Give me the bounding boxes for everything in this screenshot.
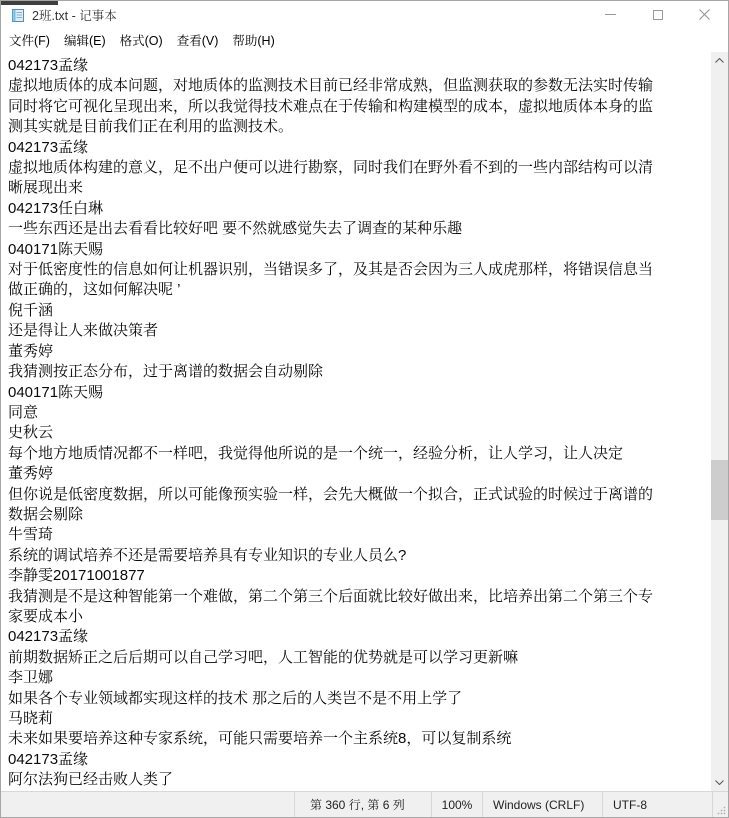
text-line: 042173孟缘 xyxy=(8,138,89,156)
text-line: 042173任白琳 xyxy=(8,199,104,217)
text-line: 倪千涵 xyxy=(8,301,54,319)
menu-item[interactable]: 帮助(H) xyxy=(232,34,275,48)
text-line: 马晓莉 xyxy=(8,710,54,727)
text-area[interactable] xyxy=(1,52,711,791)
background-window-fragment xyxy=(1,1,58,5)
menu-item[interactable]: 格式(O) xyxy=(119,34,163,48)
text-line: 042173孟缘 xyxy=(8,628,89,646)
close-icon xyxy=(699,9,710,20)
scrollbar-up-button[interactable] xyxy=(711,52,728,69)
text-line: 一些东西还是出去看看比较好吧 要不然就感觉失去了调查的某种乐趣 xyxy=(8,220,463,238)
text-line: 同意 xyxy=(8,403,39,421)
close-button[interactable] xyxy=(681,1,728,28)
text-line: 董秀婷 xyxy=(8,342,54,360)
status-bar xyxy=(1,791,728,817)
text-line: 李卫娜 xyxy=(8,669,54,687)
vertical-scrollbar[interactable] xyxy=(711,52,728,791)
text-line: 我猜测按正态分布，过于离谱的数据会自动剔除 xyxy=(8,363,324,381)
scrollbar-down-button[interactable] xyxy=(711,774,728,791)
text-line: 虚拟地质体的成本问题，对地质体的监测技术目前已经非常成熟，但监测获取的参数无法实时传输 xyxy=(8,77,654,95)
text-line: 未来如果要培养这种专家系统，可能只需要培养一个主系统8，可以复制系统 xyxy=(8,730,512,748)
menu-bar xyxy=(1,28,728,52)
text-line: 040171陈天赐 xyxy=(8,240,104,258)
text-line: 040171陈天赐 xyxy=(8,383,104,401)
encoding: UTF-8 xyxy=(602,792,712,817)
text-line: 史秋云 xyxy=(8,424,54,442)
line-ending: Windows (CRLF) xyxy=(482,792,602,817)
chevron-down-icon xyxy=(715,780,724,785)
editor xyxy=(1,52,728,791)
text-line: 做正确的，这如何解决呢 ’ xyxy=(8,281,181,299)
scrollbar-thumb[interactable] xyxy=(711,460,728,520)
text-line: 阿尔法狗已经击败人类了 xyxy=(8,771,174,789)
window-title: 2班.txt - 记事本 xyxy=(32,8,117,23)
text-line: 对于低密度性的信息如何让机器识别，当错误多了，及其是否会因为三人成虎那样，将错误信息当 xyxy=(8,261,654,279)
text-line: 虚拟地质体构建的意义，足不出户便可以进行勘察，同时我们在野外看不到的一些内部结构可以清 xyxy=(8,159,654,177)
minimize-button[interactable] xyxy=(587,1,634,28)
minimize-icon xyxy=(605,14,616,15)
text-line: 家要成本小 xyxy=(8,607,84,625)
scrollbar-track[interactable] xyxy=(711,69,728,774)
resize-grip[interactable] xyxy=(712,792,728,817)
maximize-button[interactable] xyxy=(634,1,681,28)
text-line: 牛雪琦 xyxy=(8,526,54,544)
text-line: 042173孟缘 xyxy=(8,57,89,74)
window-controls xyxy=(587,1,728,28)
statusbar-spacer xyxy=(1,792,294,817)
maximize-icon xyxy=(653,10,663,20)
menu-item[interactable]: 查看(V) xyxy=(176,34,219,48)
text-line: 前期数据矫正之后后期可以自己学习吧，人工智能的优势就是可以学习更新嘛 xyxy=(8,648,519,666)
notepad-icon xyxy=(10,7,26,23)
text-line: 每个地方地质情况都不一样吧，我觉得他所说的是一个统一，经验分析，让人学习，让人决定 xyxy=(8,444,624,462)
text-line: 晰展现出来 xyxy=(8,179,84,197)
text-line: 李静雯20171001877 xyxy=(8,567,145,585)
text-line: 系统的调试培养不还是需要培养具有专业知识的专业人员么? xyxy=(8,546,407,564)
text-line: 同时将它可视化呈现出来，所以我觉得技术难点在于传输和构建模型的成本，虚拟地质体本身的监 xyxy=(8,97,654,115)
zoom-level: 100% xyxy=(431,792,482,817)
text-line: 数据会剔除 xyxy=(8,505,84,523)
text-line: 测其实就是目前我们正在利用的监测技术。 xyxy=(8,118,294,136)
menu-item[interactable]: 编辑(E) xyxy=(63,34,106,48)
chevron-up-icon xyxy=(715,58,724,63)
text-line: 如果各个专业领域都实现这样的技术 那之后的人类岂不是不用上学了 xyxy=(8,689,463,707)
cursor-position: 第 360 行, 第 6 列 xyxy=(294,792,431,817)
text-line: 042173孟缘 xyxy=(8,750,89,768)
titlebar[interactable] xyxy=(1,1,728,28)
text-line: 但你说是低密度数据，所以可能像预实验一样，会先大概做一个拟合，正式试验的时候过于离谱的 xyxy=(8,485,654,503)
menu-item[interactable]: 文件(F) xyxy=(9,34,50,48)
text-line: 还是得让人来做决策者 xyxy=(8,322,159,340)
text-line: 我猜测是不是这种智能第一个难做，第二个第三个后面就比较好做出来，比培养出第二个第三个专 xyxy=(8,587,654,605)
text-line: 董秀婷 xyxy=(8,465,54,483)
resize-grip-icon xyxy=(717,806,726,815)
